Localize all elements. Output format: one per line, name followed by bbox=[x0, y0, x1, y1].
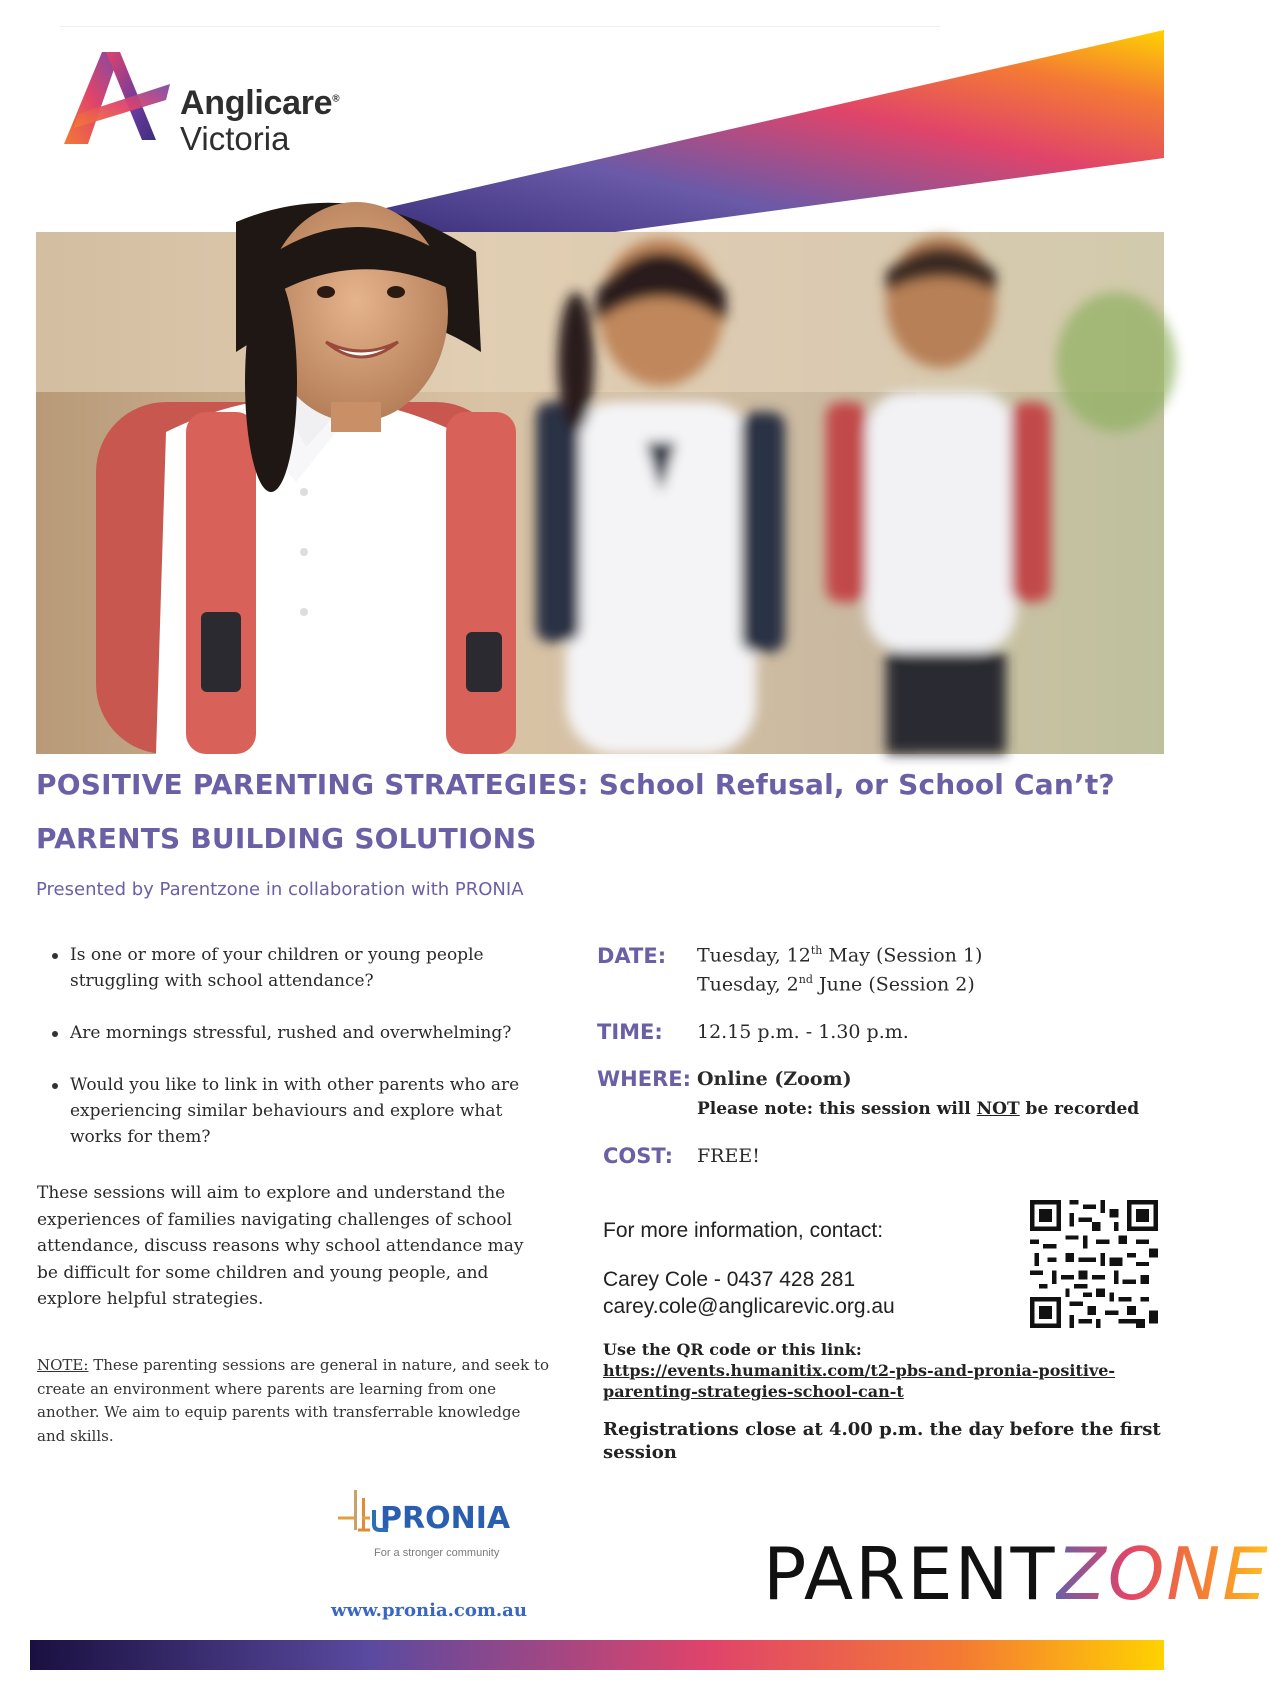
where-value: Online (Zoom) bbox=[697, 1068, 852, 1090]
recording-note-b: be recorded bbox=[1019, 1099, 1140, 1119]
date-session-2 bbox=[697, 973, 975, 995]
recording-note-a: Please note: this session will bbox=[697, 1099, 977, 1119]
brand-name: Anglicare bbox=[180, 84, 333, 122]
registration-link-line-1[interactable]: https://events.humanitix.com/t2-pbs-and-pronia-positive- bbox=[603, 1361, 1116, 1380]
event-subtitle: PARENTS BUILDING SOLUTIONS bbox=[36, 822, 537, 855]
parentzone-logo bbox=[763, 1532, 1270, 1616]
contact-name-phone[interactable]: Carey Cole - 0437 428 281 bbox=[603, 1268, 856, 1291]
date1-suffix: th bbox=[810, 944, 823, 957]
question-list bbox=[50, 942, 550, 1176]
pronia-logo-icon bbox=[318, 1484, 528, 1574]
date2-suffix: nd bbox=[798, 973, 813, 986]
registration-link-block bbox=[603, 1339, 1115, 1402]
note-text: These parenting sessions are general in nature, and seek to create an environment where parents are learning from one another. We aim to equip parents with transferrable knowledge and skills. bbox=[37, 1356, 550, 1445]
list-item: Is one or more of your children or young people struggling with school attendance? bbox=[50, 942, 550, 994]
event-title: POSITIVE PARENTING STRATEGIES: School Refusal, or School Can’t? bbox=[36, 768, 1115, 801]
date1-day: Tuesday, 12 bbox=[697, 944, 811, 967]
contact-intro: For more information, contact: bbox=[603, 1219, 884, 1242]
contact-email[interactable]: carey.cole@anglicarevic.org.au bbox=[603, 1295, 895, 1318]
parentzone-word-zone: ZONE bbox=[1056, 1532, 1270, 1616]
registered-mark: ® bbox=[332, 93, 340, 105]
anglicare-wordmark bbox=[180, 86, 339, 155]
date2-day: Tuesday, 2 bbox=[697, 973, 799, 996]
list-item: Are mornings stressful, rushed and overwhelming? bbox=[50, 1020, 550, 1046]
qr-intro: Use the QR code or this link: bbox=[603, 1340, 862, 1359]
cost-label: COST: bbox=[603, 1144, 673, 1168]
recording-note bbox=[697, 1099, 1139, 1119]
qr-code-icon[interactable] bbox=[1030, 1200, 1158, 1328]
brand-state: Victoria bbox=[180, 120, 290, 157]
registration-deadline: Registrations close at 4.00 p.m. the day before the first session bbox=[603, 1419, 1161, 1463]
footer-gradient-bar bbox=[30, 1640, 1164, 1670]
time-value: 12.15 p.m. - 1.30 p.m. bbox=[697, 1021, 909, 1043]
registration-link-line-2[interactable]: parenting-strategies-school-can-t bbox=[603, 1382, 904, 1401]
recording-note-not: NOT bbox=[976, 1099, 1020, 1119]
pronia-name: PRONIA bbox=[380, 1501, 511, 1536]
list-item: Would you like to link in with other parents who are experiencing similar behaviours and explore what works for them? bbox=[50, 1072, 550, 1150]
presented-by: Presented by Parentzone in collaboration with PRONIA bbox=[36, 879, 524, 900]
children-photo bbox=[36, 232, 1164, 754]
cost-value: FREE! bbox=[697, 1145, 760, 1167]
date2-rest: June (Session 2) bbox=[812, 973, 975, 996]
parentzone-word-parent: PARENT bbox=[763, 1532, 1057, 1616]
time-label: TIME: bbox=[597, 1020, 663, 1044]
where-label: WHERE: bbox=[597, 1067, 691, 1091]
date1-rest: May (Session 1) bbox=[822, 944, 983, 967]
date-session-1 bbox=[697, 944, 982, 966]
date-label: DATE: bbox=[597, 944, 667, 968]
pronia-website-link[interactable]: www.pronia.com.au bbox=[331, 1600, 527, 1621]
pronia-tagline: For a stronger community bbox=[374, 1547, 500, 1559]
note-label: NOTE: bbox=[37, 1356, 89, 1374]
description-paragraph: These sessions will aim to explore and understand the experiences of families navigating challenges of school attendance, discuss reasons why school attendance may be difficult for some children and young people, and explore helpful strategies. bbox=[37, 1183, 524, 1309]
note-paragraph bbox=[37, 1354, 552, 1448]
